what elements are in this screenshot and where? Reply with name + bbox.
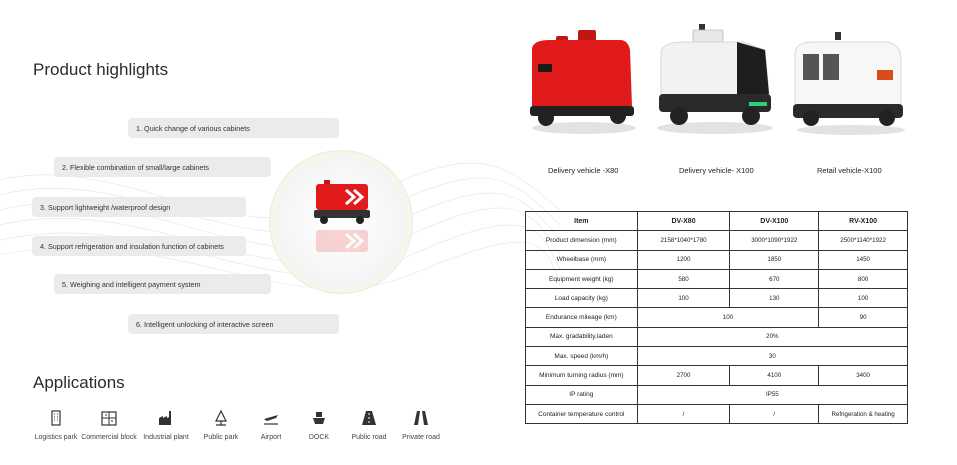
product-highlights-title: Product highlights <box>33 60 169 79</box>
cell: 800 <box>819 269 908 288</box>
header-dv-x80: DV-X80 <box>637 212 730 231</box>
app-label: Private road <box>402 434 440 441</box>
table-row <box>526 269 908 288</box>
cell: 2158*1040*1780 <box>637 231 730 250</box>
highlight-item-6: 6. Intelligent unlocking of interactive screen <box>128 314 339 334</box>
cell: 20% <box>637 327 907 346</box>
table-row <box>526 231 908 250</box>
tree-icon <box>213 410 229 426</box>
cell: 580 <box>637 269 730 288</box>
cell: 3000*1090*1922 <box>730 231 819 250</box>
app-label: Commercial block <box>81 434 137 441</box>
table-row <box>526 289 908 308</box>
row-label: Max. speed (km/h) <box>526 347 638 366</box>
highlight-item-4: 4. Support refrigeration and insulation function of cabinets <box>32 236 246 256</box>
vehicle-label-dv-x100: Delivery vehicle- X100 <box>679 166 754 175</box>
app-label: Public road <box>351 434 387 441</box>
cell: 1450 <box>819 250 908 269</box>
app-label: DOCK <box>308 434 330 441</box>
cell: 4100 <box>730 366 819 385</box>
row-label: Product dimension (mm) <box>526 231 638 250</box>
cell: 100 <box>637 308 819 327</box>
row-label: Equipment weight (kg) <box>526 269 638 288</box>
row-label: Wheelbase (mm) <box>526 250 638 269</box>
cell: 1200 <box>637 250 730 269</box>
cell: IP55 <box>637 385 907 404</box>
table-row <box>526 366 908 385</box>
app-label: Logistics park <box>34 434 78 441</box>
vehicle-dv-x100-image <box>653 22 777 142</box>
highlight-item-2: 2. Flexible combination of small/large cabinets <box>54 157 271 177</box>
table-row <box>526 308 908 327</box>
row-label: IP rating <box>526 385 638 404</box>
road-icon <box>361 410 377 426</box>
cell: 670 <box>730 269 819 288</box>
vehicle-label-rv-x100: Retail vehicle-X100 <box>817 166 882 175</box>
header-dv-x100: DV-X100 <box>730 212 819 231</box>
cell: 2500*1140*1922 <box>819 231 908 250</box>
applications-title: Applications <box>33 373 125 392</box>
factory-icon <box>158 410 174 426</box>
cell: Refrigeration & heating <box>819 404 908 423</box>
vehicle-rv-x100-image <box>791 30 907 140</box>
row-label: Container temperature control <box>526 404 638 423</box>
header-item: Item <box>526 212 638 231</box>
cell: 1850 <box>730 250 819 269</box>
app-private-road <box>386 410 456 441</box>
block-icon <box>101 410 117 426</box>
red-robot-image <box>306 178 378 268</box>
row-label: Endurance mileage (km) <box>526 308 638 327</box>
cell: / <box>637 404 730 423</box>
table-header-row <box>526 212 908 231</box>
row-label: Load capacity (kg) <box>526 289 638 308</box>
table-row <box>526 327 908 346</box>
applications-row <box>30 410 450 450</box>
table-row <box>526 250 908 269</box>
table-row <box>526 385 908 404</box>
ship-icon <box>311 410 327 426</box>
cell: 100 <box>637 289 730 308</box>
vehicle-x80-image <box>526 22 638 142</box>
table-row <box>526 404 908 423</box>
highlight-item-1: 1. Quick change of various cabinets <box>128 118 339 138</box>
app-label: Airport <box>260 434 282 441</box>
header-rv-x100: RV-X100 <box>819 212 908 231</box>
cell: 130 <box>730 289 819 308</box>
cell: 3400 <box>819 366 908 385</box>
highlight-item-5: 5. Weighing and intelligent payment system <box>54 274 271 294</box>
private-road-icon <box>413 410 429 426</box>
table-row <box>526 347 908 366</box>
cell: 30 <box>637 347 907 366</box>
vehicle-label-x80: Delivery vehicle -X80 <box>548 166 619 175</box>
building-icon <box>48 410 64 426</box>
spec-table <box>525 211 908 424</box>
app-label: Industrial plant <box>143 434 189 441</box>
app-label: Public park <box>203 434 239 441</box>
highlight-item-3: 3. Support lightweight /waterproof design <box>32 197 246 217</box>
cell: / <box>730 404 819 423</box>
cell: 2700 <box>637 366 730 385</box>
row-label: Minimum turning radius (mm) <box>526 366 638 385</box>
cell: 100 <box>819 289 908 308</box>
airplane-icon <box>263 410 279 426</box>
row-label: Max. gradability,laden <box>526 327 638 346</box>
cell: 90 <box>819 308 908 327</box>
